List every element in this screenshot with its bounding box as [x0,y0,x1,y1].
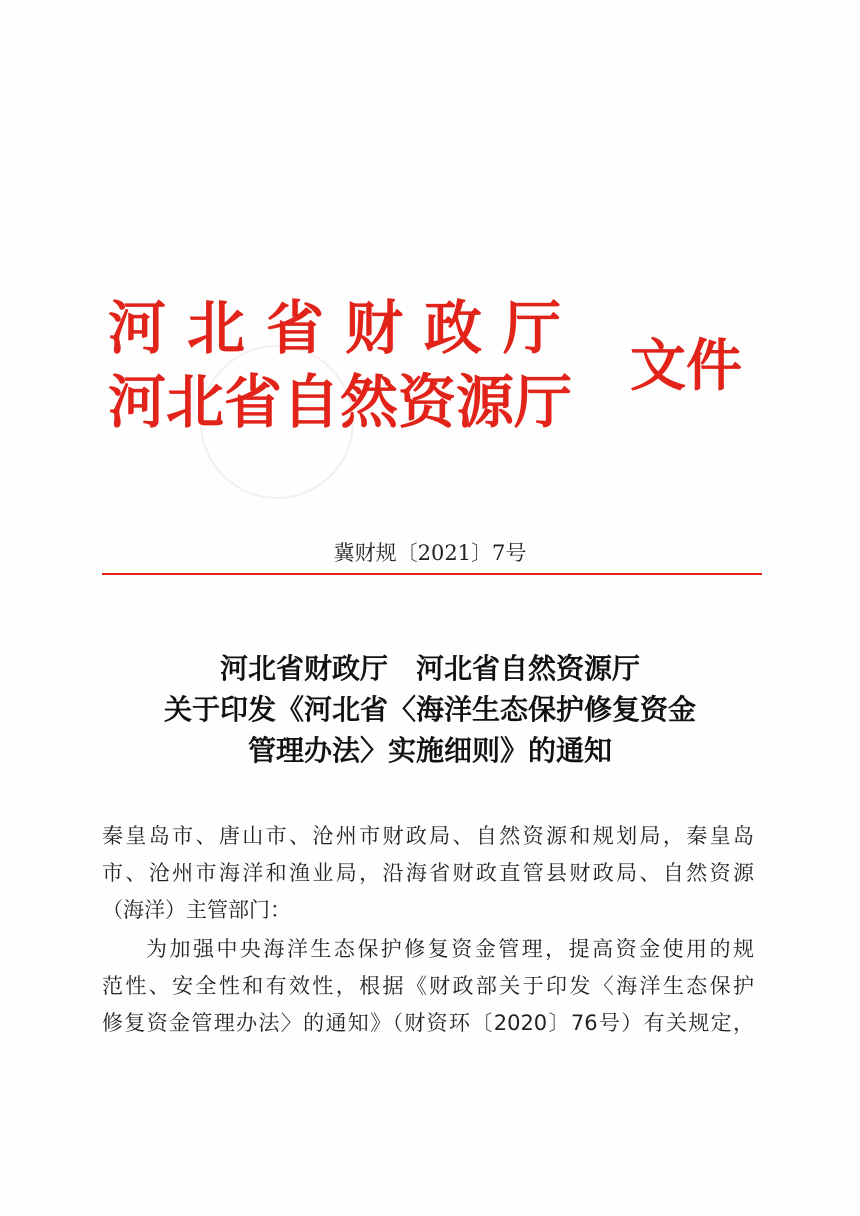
title-line-3: 管理办法〉实施细则》的通知 [247,734,612,767]
masthead-line-1: 河北省财政厅 [108,294,583,362]
title-line-2: 关于印发《河北省〈海洋生态保护修复资金 [163,693,696,726]
addressee-line-2: 市、沧州市海洋和渔业局，沿海省财政直管县财政局、自然资源 [102,861,754,885]
addressee-line-3: （海洋）主管部门： [102,898,291,922]
addressee-line-1: 秦皇岛市、唐山市、沧州市财政局、自然资源和规划局，秦皇岛 [102,824,754,848]
document-number: 冀财规〔2021〕7号 [333,541,527,565]
red-divider-line [102,573,762,575]
title-line-1: 河北省财政厅 河北省自然资源厅 [219,652,640,685]
masthead-line-2: 河北省自然资源厅 [108,368,573,436]
body-line-2: 范性、安全性和有效性，根据《财政部关于印发〈海洋生态保护 [102,974,754,998]
notice-title [0,648,860,771]
notice-body [102,818,754,1042]
masthead-suffix: 文件 [630,333,742,399]
red-masthead [108,292,758,462]
body-line-3: 修复资金管理办法〉的通知》（财资环〔2020〕76号）有关规定， [102,1011,754,1035]
body-line-1: 为加强中央海洋生态保护修复资金管理，提高资金使用的规 [146,937,754,961]
